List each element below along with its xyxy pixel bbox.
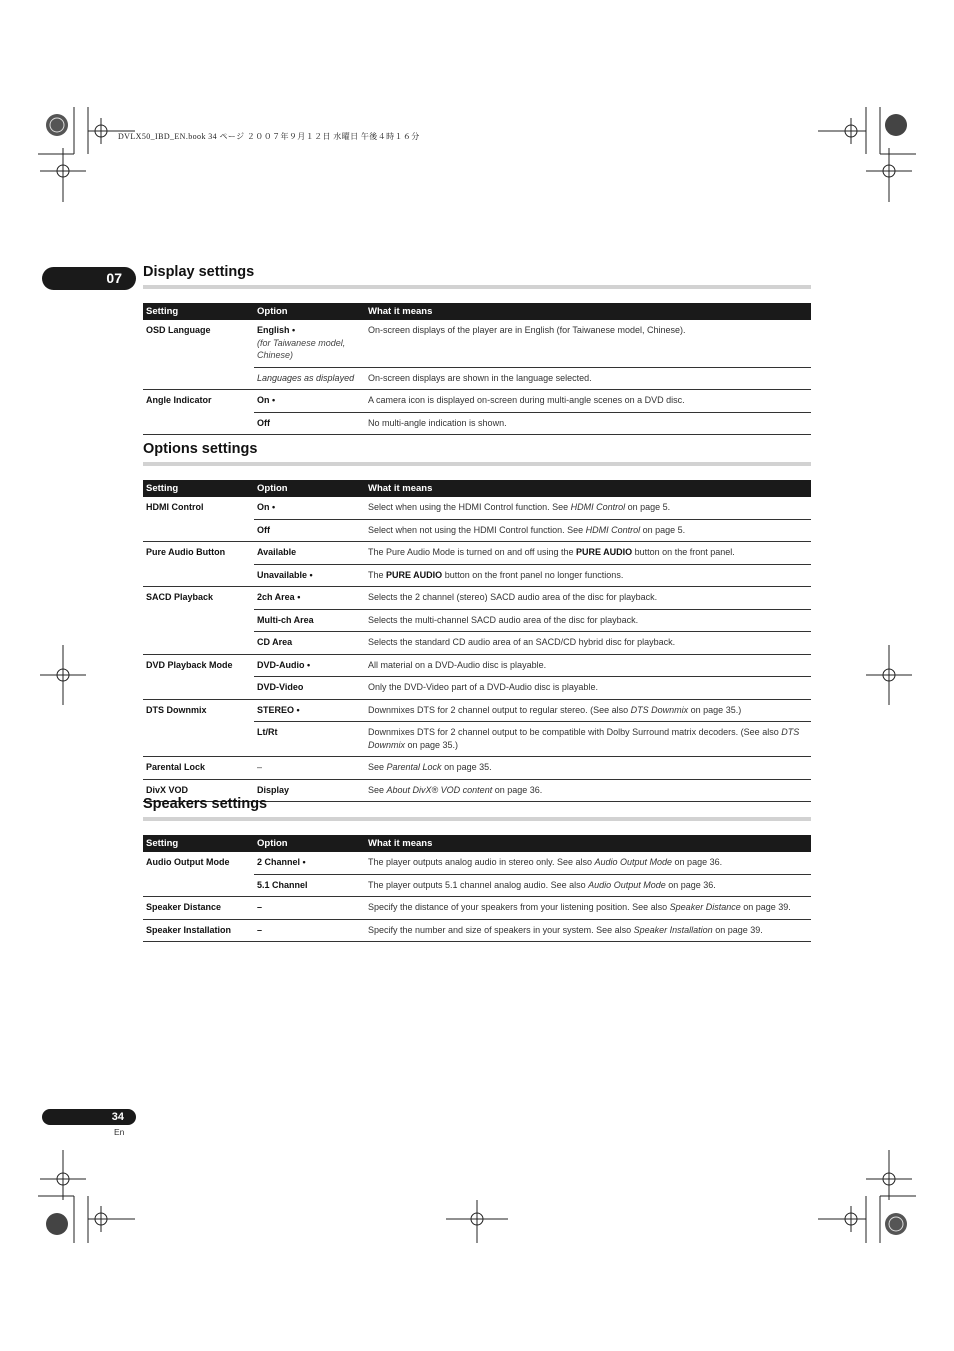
meaning-cell [365,919,811,942]
option-cell: – [254,919,365,942]
option-cell: On • [257,502,276,512]
cross-reference: DTS Downmix [630,704,689,715]
meaning-cell: Selects the 2 channel (stereo) SACD audio area of the disc for playback. [365,587,811,610]
setting-cell: Angle Indicator [143,390,254,413]
meaning-text: on page 35.) [405,739,459,750]
meaning-text: The [368,569,387,580]
speakers-settings-table-wrap [143,835,811,942]
table-row [143,390,811,413]
meaning-cell: No multi-angle indication is shown. [365,412,811,435]
meaning-text: on page 39. [740,902,791,912]
meaning-text: on page 35.) [688,704,742,715]
meaning-text: Specify the number and size of speakers in your system. See also [368,924,634,935]
meaning-text: button on the front panel. [632,547,735,557]
meaning-cell [365,897,811,920]
options-settings-table [143,480,811,802]
setting-cell: Audio Output Mode [146,857,230,867]
meaning-cell [365,722,811,757]
option-cell: Available [254,542,365,565]
header-option: Option [254,303,365,320]
option-note: (for Taiwanese model, Chinese) [257,337,346,360]
setting-cell [143,412,254,435]
table-row [143,699,811,722]
print-header: DVLX50_IBD_EN.book 34 ページ ２００７年９月１２日 水曜日 午後４時１６分 [118,132,420,141]
table-row [143,609,811,632]
setting-cell [143,367,254,390]
meaning-text: The player outputs analog audio in stereo only. See also [368,857,595,867]
speakers-settings-table [143,835,811,942]
table-row [143,677,811,700]
option-cell: Multi-ch Area [254,609,365,632]
setting-cell: DTS Downmix [143,699,254,722]
button-name: PURE AUDIO [575,547,633,557]
option-cell: 2ch Area • [254,587,365,610]
table-header-row [143,303,811,320]
meaning-cell [365,519,811,542]
table-row [143,587,811,610]
table-row [143,564,811,587]
table-row [143,874,811,897]
table-row [143,542,811,565]
meaning-text: Select when using the HDMI Control function. See [368,502,571,512]
header-option: Option [254,480,365,497]
option-cell: Display [254,779,365,802]
meaning-cell [365,699,811,722]
display-settings-section [143,263,811,289]
section-title: Display settings [143,264,255,280]
setting-cell [143,632,254,655]
meaning-text: Downmixes DTS for 2 channel output to be compatible with Dolby Surround matrix decoders. (See also [368,727,782,737]
option-cell: – [254,897,365,920]
table-row [143,412,811,435]
meaning-cell [365,564,811,587]
table-header-row [143,480,811,497]
option-cell: On • [254,390,365,413]
meaning-text: The player outputs 5.1 channel analog audio. See also [368,879,589,890]
option-cell: DVD-Video [254,677,365,700]
header-setting: Setting [143,835,254,852]
setting-cell: DVD Playback Mode [143,654,254,677]
cross-reference: About DivX® VOD content [386,784,493,795]
table-row [143,497,811,519]
meaning-text: Select when not using the HDMI Control function. See [368,524,586,535]
setting-cell [143,874,254,897]
meaning-text: on page 36. [665,879,716,890]
meaning-text: on page 5. [640,524,686,535]
table-row [143,654,811,677]
option-cell: Unavailable • [254,564,365,587]
header-setting: Setting [143,303,254,320]
option-label: English • [257,325,296,335]
table-header-row [143,835,811,852]
meaning-text: Downmixes DTS for 2 channel output to regular stereo. (See also [368,704,631,715]
button-name: PURE AUDIO [386,569,443,580]
section-title: Speakers settings [143,796,268,812]
option-cell: Off [254,519,365,542]
meaning-cell: Selects the standard CD audio area of an SACD/CD hybrid disc for playback. [365,632,811,655]
option-cell: DVD-Audio • [254,654,365,677]
meaning-cell [365,757,811,780]
setting-cell: DivX VOD [143,779,254,802]
setting-cell: OSD Language [146,325,211,335]
setting-cell: Speaker Installation [143,919,254,942]
meaning-cell [365,852,811,874]
cross-reference: DTS Downmix [368,727,800,750]
meaning-text: on page 36. [492,784,543,795]
cross-reference: HDMI Control [585,524,641,535]
cross-reference: Speaker Installation [633,924,713,935]
meaning-cell: Selects the multi-channel SACD audio area of the disc for playback. [365,609,811,632]
meaning-text: The Pure Audio Mode is turned on and off using the [368,547,576,557]
setting-cell: HDMI Control [146,502,204,512]
table-row [143,919,811,942]
option-cell: Off [254,412,365,435]
option-cell [254,320,365,367]
meaning-cell [365,542,811,565]
option-cell: STEREO • [254,699,365,722]
meaning-text: button on the front panel no longer functions. [442,569,624,580]
meaning-cell: All material on a DVD-Audio disc is playable. [365,654,811,677]
meaning-cell [365,874,811,897]
header-meaning: What it means [365,480,811,497]
options-settings-table-wrap [143,480,811,802]
setting-cell [143,677,254,700]
section-divider [143,817,811,821]
option-cell: – [254,757,365,780]
option-cell: CD Area [254,632,365,655]
header-meaning: What it means [365,835,811,852]
setting-cell: Pure Audio Button [143,542,254,565]
speakers-settings-section [143,795,811,821]
cross-reference: Parental Lock [386,762,442,772]
chapter-number: 07 [42,267,136,290]
cross-reference: Audio Output Mode [588,879,666,890]
setting-cell [143,564,254,587]
setting-cell: Speaker Distance [143,897,254,920]
table-row [143,519,811,542]
meaning-text: on page 35. [441,762,492,772]
table-row [143,722,811,757]
cross-reference: Speaker Distance [669,902,741,912]
page-language: En [114,1127,125,1137]
setting-cell [143,609,254,632]
table-row [143,632,811,655]
page-number: 34 [42,1109,136,1125]
meaning-cell: On-screen displays of the player are in English (for Taiwanese model, Chinese). [368,325,686,335]
meaning-text: Specify the distance of your speakers from your listening position. See also [368,902,670,912]
header-setting: Setting [143,480,254,497]
section-divider [143,285,811,289]
meaning-text: on page 36. [672,857,723,867]
options-settings-section [143,440,811,466]
setting-cell [143,519,254,542]
option-cell: Languages as displayed [254,367,365,390]
table-row [143,897,811,920]
setting-cell [143,722,254,757]
option-cell: 2 Channel • [257,857,306,867]
table-row [143,852,811,874]
section-divider [143,462,811,466]
option-cell: Lt/Rt [254,722,365,757]
meaning-cell [365,497,811,519]
cross-reference: Audio Output Mode [594,857,673,867]
option-cell: 5.1 Channel [254,874,365,897]
table-row [143,757,811,780]
meaning-cell: Only the DVD-Video part of a DVD-Audio disc is playable. [365,677,811,700]
meaning-text: on page 5. [625,502,671,512]
meaning-text: on page 39. [712,924,763,935]
meaning-cell: On-screen displays are shown in the language selected. [365,367,811,390]
setting-cell: Parental Lock [143,757,254,780]
setting-cell: SACD Playback [143,587,254,610]
display-settings-table [143,303,811,435]
cross-reference: HDMI Control [570,502,626,512]
meaning-cell: A camera icon is displayed on-screen during multi-angle scenes on a DVD disc. [365,390,811,413]
display-settings-table-wrap [143,303,811,435]
header-option: Option [254,835,365,852]
table-row [143,367,811,390]
header-meaning: What it means [365,303,811,320]
section-title: Options settings [143,441,258,457]
table-row [143,320,811,367]
meaning-text: See [368,762,387,772]
meaning-text: See [368,784,387,795]
